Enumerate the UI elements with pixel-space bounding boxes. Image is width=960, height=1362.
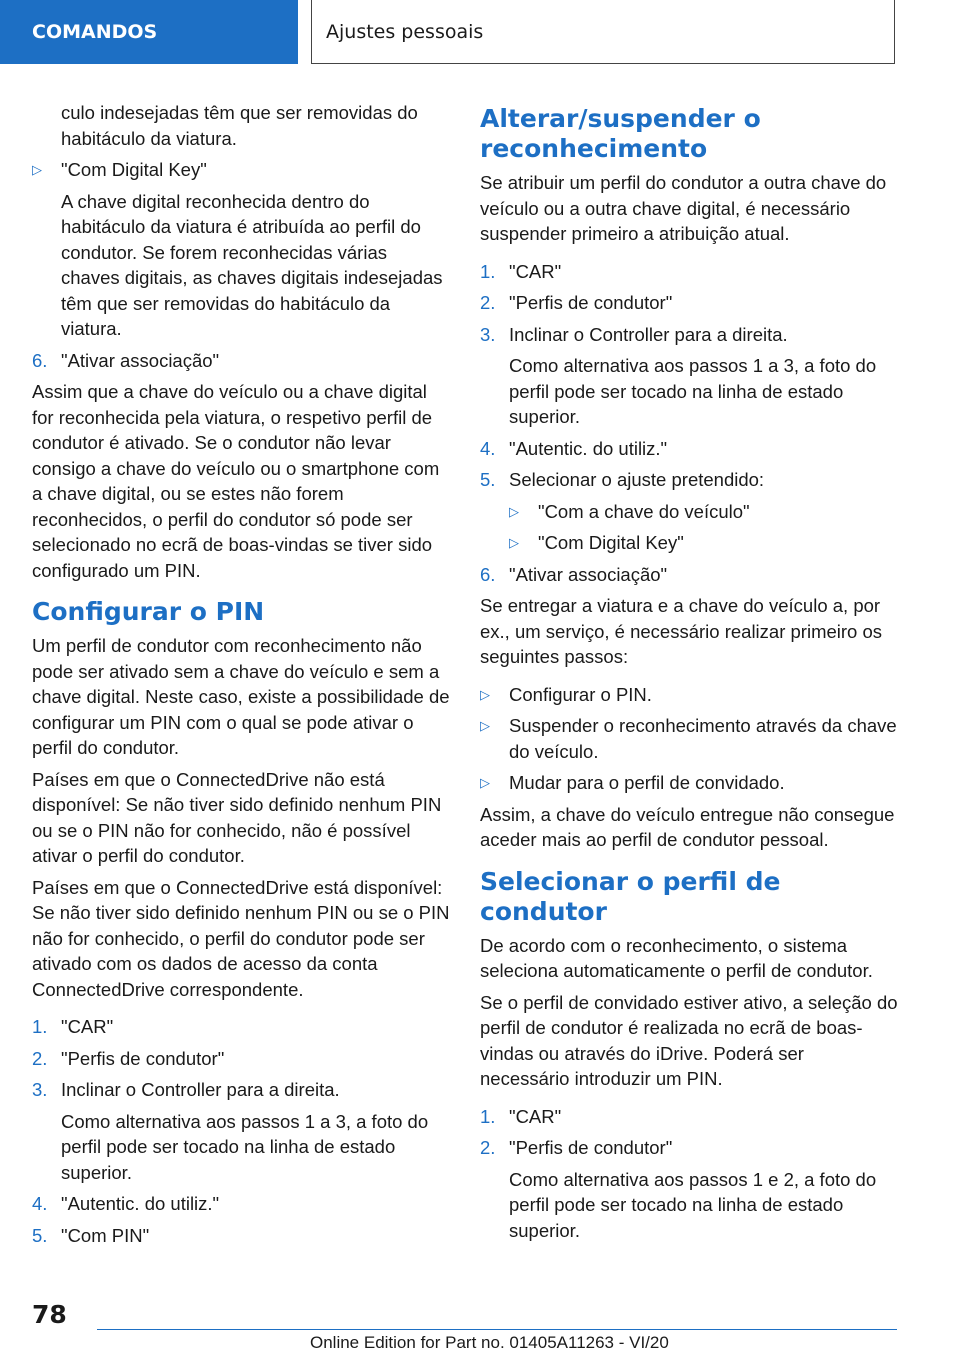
list-item (480, 467, 898, 493)
section-heading: Alterar/suspender o reconhecimento (480, 104, 761, 163)
triangle-right-icon: ▷ (480, 718, 490, 733)
list-item (32, 1046, 450, 1072)
list-item-text: "CAR" (509, 1105, 562, 1127)
list-item (32, 1223, 450, 1249)
list-item (480, 436, 898, 462)
triangle-right-icon: ▷ (509, 535, 519, 550)
step-number: 1. (480, 260, 496, 282)
step-number: 6. (480, 563, 496, 585)
list-item (32, 1191, 450, 1217)
section-heading: Selecionar o perfil de condutor (480, 866, 781, 926)
paragraph: Um perfil de condutor com reconhecimento não pode ser ativado sem a chave do veículo e sem a chave digital. Neste caso, existe a possibilidade de configurar um PIN com o qual se pode ativar o perfil do condutor. (32, 635, 450, 758)
paragraph: Como alternativa aos passos 1 e 2, a foto do perfil pode ser tocado na linha de estado superior. (509, 1168, 877, 1241)
step-number: 2. (480, 292, 496, 313)
list-item-text: Configurar o PIN. (509, 683, 652, 705)
paragraph: Países em que o ConnectedDrive não está disponível: Se não tiver sido definido nenhum PIN ou se o PIN não for conhecido, não é possível ativar o perfil do condutor. (32, 768, 442, 866)
step-number: 5. (32, 1224, 48, 1246)
list-item-text: "Perfis de condutor" (509, 292, 673, 313)
paragraph: Países em que o ConnectedDrive está disponível: Se não tiver sido definido nenhum PIN ou se o PIN não for conhecido, o perfil do condutor pode ser ativado com os dados de acesso da conta ConnectedDrive correspondente. (32, 876, 450, 1000)
step-number: 5. (480, 469, 496, 490)
list-item-text: Inclinar o Controller para a direita. (61, 1079, 340, 1100)
list-item (32, 1077, 450, 1103)
paragraph: Assim que a chave do veículo ou a chave digital for reconhecida pela viatura, o respetivo perfil de condutor é ativado. Se o condutor não levar consigo a chave do veículo ou o smartphone com a chave digital, ou se estes não forem reconhecidos, o perfil do condutor só pode ser selecionado no ecrã de boas-vindas se tiver sido configurado um PIN. (32, 381, 440, 581)
page-number: 78 (32, 1300, 67, 1329)
step-number: 3. (32, 1079, 48, 1100)
paragraph: Como alternativa aos passos 1 a 3, a foto do perfil pode ser tocado na linha de estado superior. (61, 1110, 429, 1183)
list-item (480, 322, 898, 348)
list-item-text: Suspender o reconhecimento através da chave do veículo. (509, 715, 897, 762)
list-item-text: "CAR" (509, 260, 562, 282)
list-item-text: "Perfis de condutor" (509, 1137, 673, 1158)
list-item-text: "Autentic. do utiliz." (509, 437, 668, 459)
list-item (480, 290, 898, 316)
list-item (32, 1014, 450, 1040)
list-item-text: "Com Digital Key" (538, 532, 684, 553)
list-item-text: "Com a chave do veículo" (538, 500, 750, 522)
list-item (480, 1104, 898, 1130)
right-column (480, 100, 898, 1249)
step-number: 4. (480, 437, 496, 459)
step-number: 2. (32, 1047, 48, 1069)
paragraph: Como alternativa aos passos 1 a 3, a foto do perfil pode ser tocado na linha de estado superior. (509, 355, 877, 427)
list-item (480, 499, 898, 525)
list-item (32, 348, 450, 374)
section-heading: Configurar o PIN (32, 597, 265, 626)
triangle-right-icon: ▷ (480, 686, 490, 702)
footer-divider (97, 1329, 897, 1330)
paragraph: Assim, a chave do veículo entregue não consegue aceder mais ao perfil de condutor pessoal. (480, 803, 895, 850)
list-item (480, 259, 898, 285)
list-item (480, 682, 898, 708)
left-column (32, 100, 450, 1254)
triangle-right-icon: ▷ (480, 775, 490, 790)
paragraph: A chave digital reconhecida dentro do habitáculo da viatura é atribuída ao perfil do condutor. Se forem reconhecidas várias chaves digitais, as chaves digitais indesejadas têm que ser removidas do habitáculo da viatura. (61, 190, 443, 339)
step-number: 1. (480, 1105, 496, 1127)
triangle-right-icon: ▷ (509, 503, 519, 519)
paragraph: Se atribuir um perfil do condutor a outra chave do veículo ou a outra chave digital, é necessário suspender primeiro a atribuição atual. (480, 172, 887, 244)
list-item-text: Inclinar o Controller para a direita. (509, 323, 788, 345)
list-item-text: "Com PIN" (61, 1224, 150, 1246)
list-item (480, 530, 898, 556)
paragraph: culo indesejadas têm que ser removidas do habitáculo da viatura. (61, 102, 418, 149)
list-item (480, 770, 898, 796)
list-item-text: "Com Digital Key" (61, 159, 207, 180)
triangle-right-icon: ▷ (32, 162, 42, 177)
list-item (480, 713, 898, 764)
footer-edition: Online Edition for Part no. 01405A11263 - VI/20 (310, 1333, 669, 1352)
list-item-text: "Autentic. do utiliz." (61, 1193, 220, 1214)
step-number: 1. (32, 1016, 48, 1037)
list-item-text: "Ativar associação" (61, 349, 220, 371)
page-header-title: Ajustes pessoais (311, 0, 895, 64)
list-item (32, 157, 450, 183)
step-number: 2. (480, 1137, 496, 1158)
paragraph: Se entregar a viatura e a chave do veículo a, por ex., um serviço, é necessário realizar primeiro os seguintes passos: (480, 595, 883, 667)
list-item-text: "Perfis de condutor" (61, 1047, 225, 1069)
paragraph: Se o perfil de convidado estiver ativo, a seleção do perfil de condutor é realizada no ecrã de boas-vindas ou através do iDrive. Poderá ser necessário introduzir um PIN. (480, 991, 898, 1089)
list-item-text: Selecionar o ajuste pretendido: (509, 469, 765, 490)
list-item (480, 1135, 898, 1161)
step-number: 3. (480, 323, 496, 345)
step-number: 4. (32, 1193, 48, 1214)
paragraph: De acordo com o reconhecimento, o sistema seleciona automaticamente o perfil de condutor. (480, 934, 873, 981)
list-item-text: "CAR" (61, 1016, 114, 1037)
section-tab: COMANDOS (0, 0, 298, 64)
list-item (480, 562, 898, 588)
step-number: 6. (32, 349, 48, 371)
list-item-text: "Ativar associação" (509, 563, 668, 585)
list-item-text: Mudar para o perfil de convidado. (509, 772, 785, 793)
